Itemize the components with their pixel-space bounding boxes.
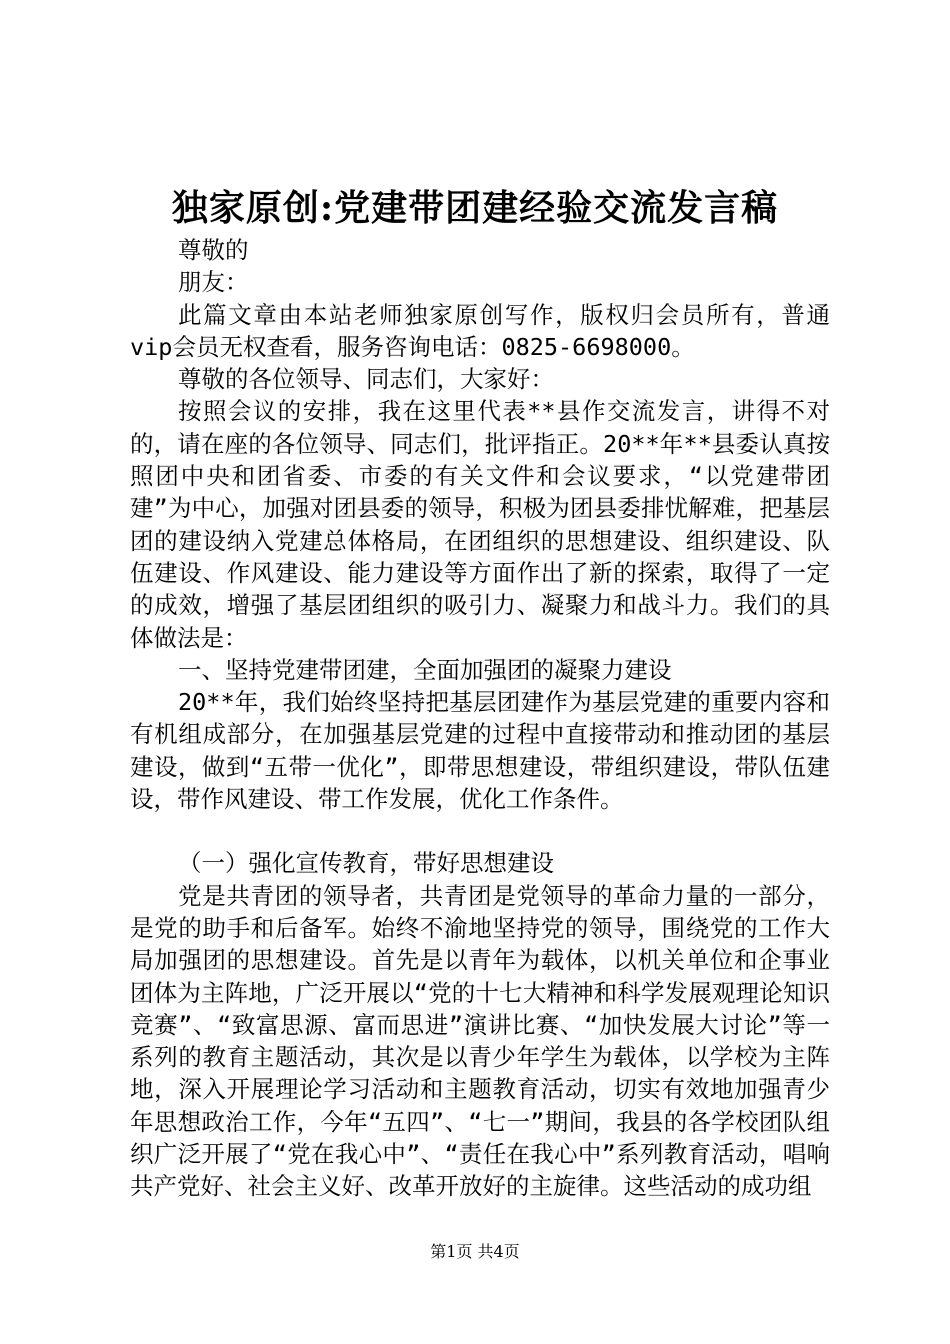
section-1-paragraph: 20**年，我们始终坚持把基层团建作为基层党建的重要内容和有机组成部分，在加强基层党建的过程中直接带动和推动团的基层建设，做到“五带一优化”，即带思想建设，带组织建设，带队伍建设，带作风建设、带工作发展，优化工作条件。	[130, 688, 830, 814]
greeting: 尊敬的各位领导、同志们，大家好：	[178, 365, 554, 394]
page-indicator: 第1页 共4页	[430, 1242, 520, 1261]
subsection-1-paragraph: 党是共青团的领导者，共青团是党领导的革命力量的一部分，是党的助手和后备军。始终不渝地坚持党的领导，围绕党的工作大局加强团的思想建设。首先是以青年为载体，以机关单位和企事业团体为主阵地，广泛开展以“党的十七大精神和科学发展观理论知识竞赛”、“致富思源、富而思进”演讲比赛、“加快发展大讨论”等一系列的教育主题活动，其次是以青少年学生为载体，以学校为主阵地，深入开展理论学习活动和主题教育活动，切实有效地加强青少年思想政治工作，今年“五四”、“七一”期间，我县的各学校团队组织广泛开展了“党在我心中”、“责任在我心中”系列教育活动，唱响共产党好、社会主义好、改革开放好的主旋律。这些活动的成功组	[130, 881, 830, 1201]
intro-paragraph: 按照会议的安排，我在这里代表**县作交流发言，讲得不对的，请在座的各位领导、同志们，批评指正。20**年**县委认真按照团中央和团省委、市委的有关文件和会议要求，“以党建带团建”为中心，加强对团县委的领导，积极为团县委排忧解难，把基层团的建设纳入党建总体格局，在团组织的思想建设、组织建设、队伍建设、作风建设、能力建设等方面作出了新的探索，取得了一定的成效，增强了基层团组织的吸引力、凝聚力和战斗力。我们的具体做法是：	[130, 397, 830, 652]
section-heading-1: 一、坚持党建带团建，全面加强团的凝聚力建设	[178, 655, 672, 684]
subsection-heading-1: （一）强化宣传教育，带好思想建设	[178, 849, 554, 878]
salutation-line-1: 尊敬的	[178, 236, 249, 264]
document-title: 独家原创:党建带团建经验交流发言稿	[171, 187, 779, 229]
copyright-notice: 此篇文章由本站老师独家原创写作，版权归会员所有，普通vip会员无权查看，服务咨询电话：0825-6698000。	[130, 300, 830, 361]
salutation-line-2: 朋友：	[178, 268, 249, 297]
document-body	[130, 234, 830, 1203]
